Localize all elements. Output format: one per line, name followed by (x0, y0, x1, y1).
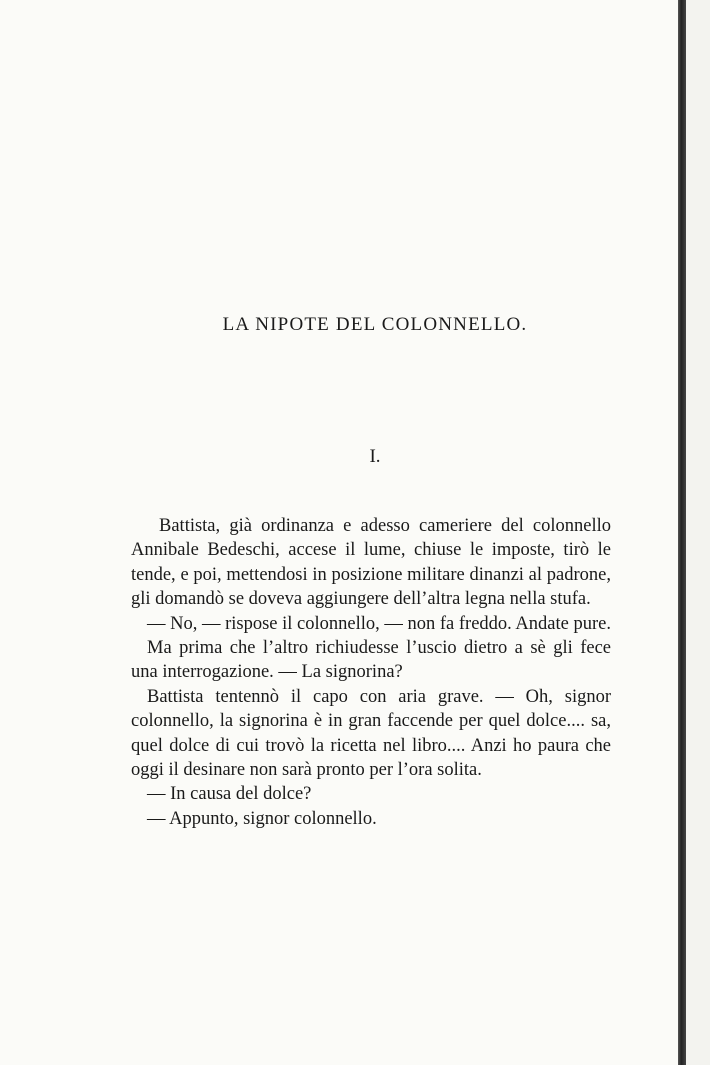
paragraph: — In causa del dolce? (147, 784, 312, 805)
paragraph: Battista, già ordinanza e adesso cameriere del colonnello Annibale Bedeschi, accese il lume, chiuse le imposte, tirò le tende, e poi, mettendosi in posizione militare dinanzi al padrone, gli domandò se doveva aggiungere dell’altra legna nella stufa. (131, 516, 611, 610)
paragraph: Ma prima che l’altro richiudesse l’uscio dietro a sè gli fece una interrogazione. — La signorina? (131, 638, 611, 683)
page-margin-edge (686, 0, 710, 1065)
paragraph: — No, — rispose il colonnello, — non fa freddo. Andate pure. (147, 613, 611, 634)
chapter-number: I. (369, 446, 381, 467)
chapter-heading-title: LA NIPOTE DEL COLONNELLO. (222, 314, 528, 335)
book-spine-edge (678, 0, 686, 1065)
body-text (131, 514, 611, 831)
paragraph: — Appunto, signor colonnello. (147, 808, 377, 829)
paragraph: Battista tentennò il capo con aria grave. — Oh, signor colonnello, la signorina è in gran faccende per quel dolce.... sa, quel dolce di cui trovò la ricetta nel libro.... Anzi ho paura che oggi il desinare non sarà pronto per l’ora solita. (131, 686, 611, 781)
